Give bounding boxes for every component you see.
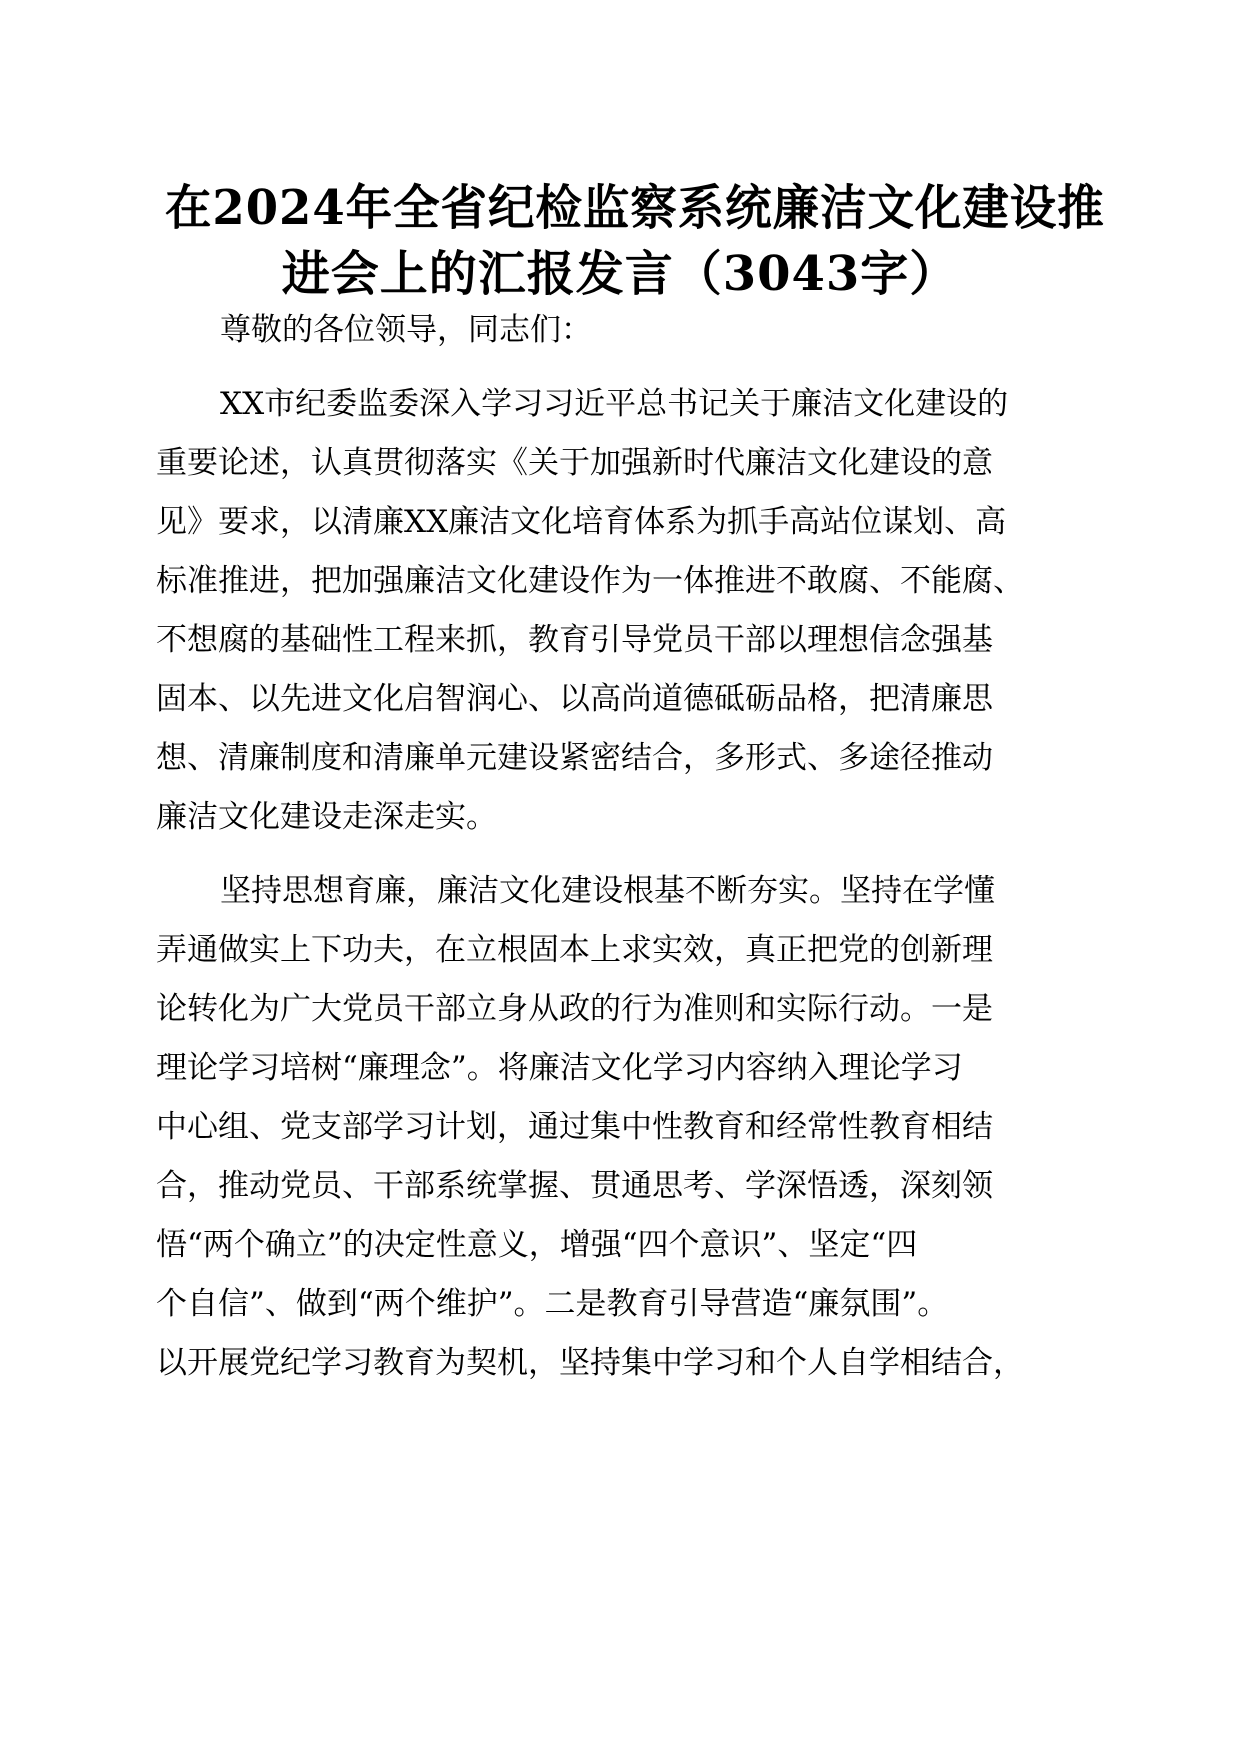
paragraph-1-line: 想、清廉制度和清廉单元建设紧密结合，多形式、多途径推动 (156, 740, 993, 776)
paragraph-2-line: 弄通做实上下功夫，在立根固本上求实效，真正把党的创新理 (156, 932, 993, 968)
document-title-line-2: 进会上的汇报发言（3043字） (281, 246, 959, 302)
paragraph-2-line: 个自信”、做到“两个维护”。二是教育引导营造“廉氛围”。 (156, 1286, 949, 1322)
paragraph-1-line: 见》要求，以清廉XX廉洁文化培育体系为抓手高站位谋划、高 (156, 504, 1007, 540)
salutation: 尊敬的各位领导，同志们： (220, 312, 592, 348)
paragraph-2-line: 合，推动党员、干部系统掌握、贯通思考、学深悟透，深刻领 (156, 1168, 993, 1204)
paragraph-2-line: 中心组、党支部学习计划，通过集中性教育和经常性教育相结 (156, 1109, 993, 1145)
paragraph-1-line: 重要论述，认真贯彻落实《关于加强新时代廉洁文化建设的意 (156, 445, 993, 481)
paragraph-2-line: 理论学习培树“廉理念”。将廉洁文化学习内容纳入理论学习 (156, 1050, 963, 1086)
paragraph-2-line: 坚持思想育廉，廉洁文化建设根基不断夯实。坚持在学懂 (220, 873, 995, 909)
paragraph-2-line: 以开展党纪学习教育为契机，坚持集中学习和个人自学相结合， (156, 1345, 1024, 1381)
paragraph-1-line: 标准推进，把加强廉洁文化建设作为一体推进不敢腐、不能腐、 (156, 563, 1024, 599)
paragraph-2-line: 悟“两个确立”的决定性意义，增强“四个意识”、坚定“四 (156, 1227, 918, 1263)
paragraph-2-line: 论转化为广大党员干部立身从政的行为准则和实际行动。一是 (156, 991, 993, 1027)
paragraph-1-line: XX市纪委监委深入学习习近平总书记关于廉洁文化建设的 (220, 386, 1009, 422)
paragraph-1-line: 不想腐的基础性工程来抓，教育引导党员干部以理想信念强基 (156, 622, 993, 658)
document-title-line-1: 在2024年全省纪检监察系统廉洁文化建设推 (164, 180, 1105, 236)
paragraph-1-line: 廉洁文化建设走深走实。 (156, 799, 497, 835)
paragraph-1-line: 固本、以先进文化启智润心、以高尚道德砥砺品格，把清廉思 (156, 681, 993, 717)
